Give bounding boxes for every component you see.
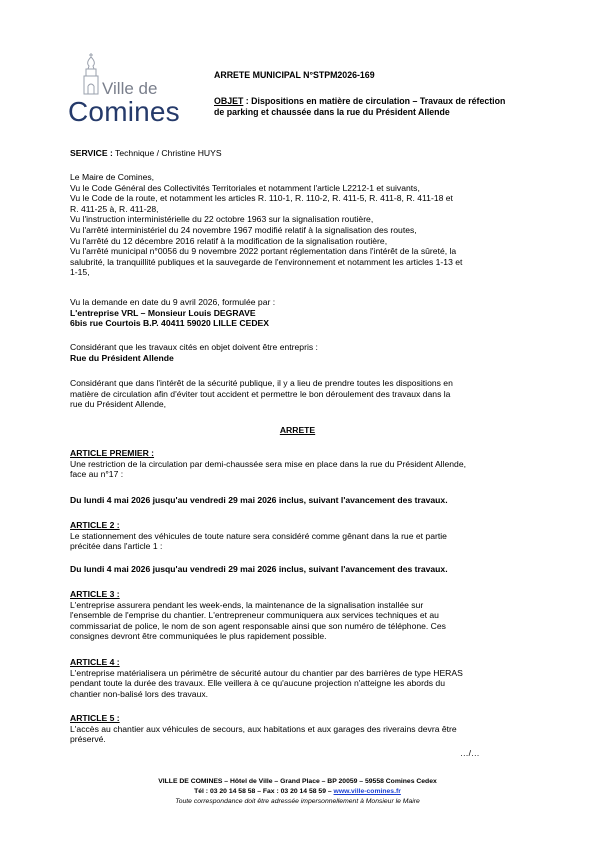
objet-label: OBJET [214,96,244,106]
article-2-dates: Du lundi 4 mai 2026 jusqu'au vendredi 29 mai 2026 inclus, suivant l'avancement des travaux. [70,564,448,574]
article-title: ARTICLE 3 : [70,589,120,599]
arrete-heading: ARRETE [279,425,316,435]
article-line: Une restriction de la circulation par demi-chaussée sera mise en place dans la rue du Président Allende, [70,458,467,469]
article-title: ARTICLE 2 : [70,520,120,530]
article-2 [70,520,447,552]
service-value: Technique / Christine HUYS [112,148,222,158]
article-line: face au n°17 : [70,469,124,480]
demande-block [70,297,275,329]
considerant-line: Vu le Code de la route, et notamment les articles R. 110-1, R. 110-2, R. 411-5, R. 411-8, R. 411-18 et [70,193,453,204]
article-title: ARTICLE PREMIER : [70,448,155,458]
article-3 [70,589,446,642]
article-1 [70,448,466,480]
service-line [70,148,222,159]
considerant-line: Vu le Code Général des Collectivités Territoriales et notamment l'article L2212-1 et suivants, [70,182,420,193]
considerant-line: salubrité, la tranquillité publiques et la sauvegarde de l'environnement et notamment les articles 1-13 et [70,256,463,267]
article-line: chantier non-balisé lors des travaux. [70,688,209,699]
article-line: consignes devront être communiquées le plus rapidement possible. [70,631,327,642]
church-tower-icon [78,52,104,96]
objet-block [214,96,514,118]
footer-phone-fax: Tél : 03 20 14 58 58 – Fax : 03 20 14 58 59 – [194,788,334,795]
article-line: Le stationnement des véhicules de toute nature sera considéré comme gênant dans la rue et partie [70,530,447,541]
footer-address: VILLE DE COMINES – Hôtel de Ville – Grand Place – BP 20059 – 59558 Comines Cedex [158,778,437,785]
considerant-line: R. 411-25 à, R. 411-28, [70,203,159,214]
considerants-block [70,172,462,278]
article-line: l'ensemble de l'emprise du chantier. L'entrepreneur communiquera aux services techniques et au [70,610,439,621]
demande-address: 6bis rue Courtois B.P. 40411 59020 LILLE CEDEX [70,318,270,329]
considerant-line: Vu l'arrêté municipal n°0056 du 9 novembre 2022 portant réglementation dans l'intérêt de la sûreté, la [70,246,457,257]
footer-website-link[interactable]: www.ville-comines.fr [333,788,401,795]
considering-safety-block [70,378,453,410]
considering-works-text: Considérant que les travaux cités en objet doivent être entrepris : [70,342,318,352]
objet-text: : Dispositions en matière de circulation – Travaux de réfection de parking et chaussée dans la rue du Président Allende [214,96,506,117]
considering-works-street: Rue du Président Allende [70,352,174,363]
article-line: pendant toute la durée des travaux. Elle veillera à ce qu'aucune projection n'atteigne les abords du [70,678,445,689]
article-5 [70,713,457,745]
considerant-line: Le Maire de Comines, [70,172,155,182]
article-line: L'accès au chantier aux véhicules de secours, aux habitations et aux garages des riverains devra être [70,723,457,734]
article-title: ARTICLE 5 : [70,713,120,723]
considering-works-block [70,342,318,363]
considerant-line: Vu l'arrêté interministériel du 24 novembre 1967 modifié relatif à la signalisation des routes, [70,224,417,235]
ville-de-comines-logo [68,52,178,132]
logo-text-ville-de: Ville de [102,79,158,98]
demande-intro: Vu la demande en date du 9 avril 2026, formulée par : [70,297,276,307]
considerant-line: Vu l'arrêté du 12 décembre 2016 relatif à la modification de la signalisation routière, [70,235,388,246]
article-line: préservé. [70,734,106,745]
considerant-line: Vu l'instruction interministérielle du 22 octobre 1963 sur la signalisation routière, [70,214,374,225]
footer-contact [0,788,595,795]
article-line: L'entreprise assurera pendant les week-ends, la maintenance de la signalisation installée sur [70,599,424,610]
article-1-dates: Du lundi 4 mai 2026 jusqu'au vendredi 29 mai 2026 inclus, suivant l'avancement des travaux. [70,495,448,505]
considering-safety-line: rue du Président Allende, [70,399,167,410]
service-label: SERVICE : [70,148,113,158]
document-title: ARRETE MUNICIPAL N°STPM2026-169 [214,70,375,80]
article-4 [70,657,463,699]
article-title: ARTICLE 4 : [70,657,120,667]
continuation-marker: …/… [460,748,480,758]
logo-text-comines: Comines [68,96,180,127]
considering-safety-line: Considérant que dans l'intérêt de la sécurité publique, il y a lieu de prendre toutes les dispositions en [70,378,453,388]
demande-company: L'entreprise VRL – Monsieur Louis DEGRAVE [70,307,256,318]
considering-safety-line: matière de circulation afin d'éviter tout accident et permettre le bon déroulement des travaux dans la [70,388,451,399]
article-line: L'entreprise matérialisera un périmètre de sécurité autour du chantier par des barrières de type HERAS [70,667,463,678]
footer-note: Toute correspondance doit être adressée impersonnellement à Monsieur le Maire [175,798,420,805]
considerant-line: 1-15, [70,267,90,278]
article-line: commissariat de police, le nom de son agent responsable ainsi que son numéro de téléphone. Ces [70,620,446,631]
article-line: précitée dans l'article 1 : [70,541,163,552]
